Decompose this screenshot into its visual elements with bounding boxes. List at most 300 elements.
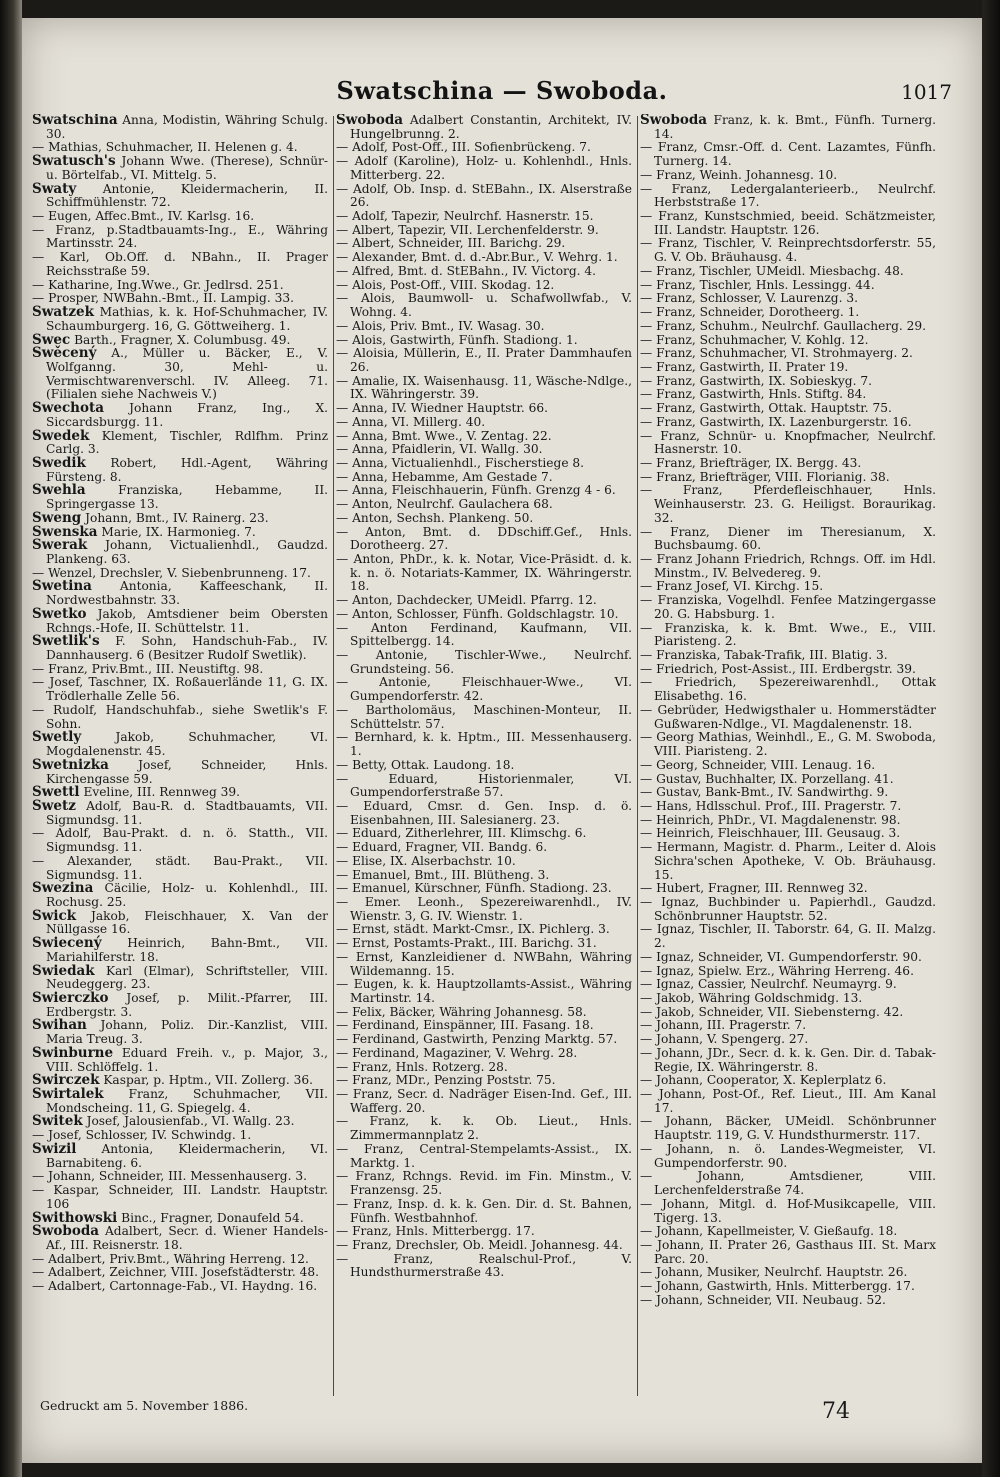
entry-text: Albert, Tapezir, VII. Lerchenfelderstr. 9. — [352, 222, 599, 237]
ditto-dash: — — [640, 167, 653, 182]
entry-text: Ernst, Postamts-Prakt., III. Barichg. 31. — [352, 936, 597, 951]
ditto-dash: — — [336, 181, 349, 196]
directory-entry — [640, 663, 936, 677]
directory-entry — [640, 786, 936, 800]
entry-text: Wenzel, Drechsler, V. Siebenbrunneng. 17. — [48, 565, 311, 580]
entry-text: Johann, n. ö. Landes-Wegmeister, VI. Gumpendorferstr. 90. — [654, 1141, 936, 1170]
entry-text: Johann, Schneider, VII. Neubaug. 52. — [656, 1292, 886, 1307]
directory-entry — [336, 292, 632, 319]
directory-entry — [336, 841, 632, 855]
ditto-dash: — — [32, 209, 45, 224]
entry-text: Franz, Hnls. Rotzerg. 28. — [352, 1059, 508, 1074]
entry-text: Johann, Victualienhdl., Gaudzd. Plankeng. 63. — [46, 538, 328, 566]
ditto-dash: — — [336, 648, 349, 663]
directory-entry — [336, 622, 632, 649]
directory-entry — [640, 1280, 936, 1294]
entry-text: Franz, Kunstschmied, beeid. Schätzmeister, III. Landstr. Hauptstr. 126. — [654, 209, 936, 237]
directory-entry — [336, 334, 632, 348]
entry-text: Elise, IX. Alserbachstr. 10. — [352, 853, 516, 868]
directory-entry — [336, 1253, 632, 1280]
ditto-dash: — — [640, 1114, 653, 1129]
ditto-dash: — — [640, 277, 653, 292]
directory-entry — [336, 484, 632, 498]
entry-text: Georg, Schneider, VIII. Lenaug. 16. — [656, 757, 876, 772]
entry-text: Jakob, Fleischhauer, X. Van der Nüllgasse 16. — [46, 908, 328, 937]
entry-text: A., Müller u. Bäcker, E., V. Wolfganng. 30, Mehl- u. Vermischtwarenverschl. IV. Alleeg. 71. (Filialen siehe Nachweis V.) — [46, 346, 328, 402]
ditto-dash: — — [32, 1169, 45, 1184]
directory-entry — [336, 1061, 632, 1075]
entry-text: Mathias, k. k. Hof-Schuhmacher, IV. Schaumburgerg. 16, G. Göttweiherg. 1. — [46, 305, 328, 333]
ditto-dash: — — [336, 702, 349, 717]
directory-entry — [32, 855, 328, 882]
directory-entry — [336, 731, 632, 758]
directory-entry — [336, 141, 632, 155]
directory-entry — [640, 1006, 936, 1020]
entry-surname: Swick — [32, 907, 77, 924]
entry-surname: Swetz — [32, 797, 76, 814]
ditto-dash: — — [640, 620, 653, 635]
entry-surname: Swenska — [32, 523, 98, 540]
entry-surname: Swedek — [32, 427, 90, 444]
directory-entry — [640, 210, 936, 237]
directory-entry — [32, 786, 328, 800]
entry-text: Franz, Gastwirth, Hnls. Stiftg. 84. — [656, 387, 867, 402]
entry-surname: Swiedak — [32, 962, 95, 979]
ditto-dash: — — [640, 305, 653, 320]
ditto-dash: — — [336, 798, 349, 813]
directory-entry — [336, 1143, 632, 1170]
ditto-dash: — — [336, 510, 349, 525]
entry-text: Franz, Central-Stempelamts-Assist., IX. Marktg. 1. — [350, 1141, 632, 1170]
entry-text: Johann, Kapellmeister, V. Gießaufg. 18. — [656, 1224, 898, 1239]
ditto-dash: — — [640, 977, 653, 992]
ditto-dash: — — [336, 154, 349, 169]
directory-entry — [336, 1006, 632, 1020]
directory-entry — [640, 334, 936, 348]
ditto-dash: — — [336, 1251, 349, 1266]
ditto-dash: — — [640, 922, 653, 937]
entry-text: Eduard, Historienmaler, VI. Gumpendorferstraße 57. — [350, 771, 632, 800]
ditto-dash: — — [32, 565, 45, 580]
entry-text: Georg Mathias, Weinhdl., E., G. M. Swoboda, VIII. Piaristeng. 2. — [654, 730, 936, 759]
ditto-dash: — — [640, 401, 653, 416]
entry-surname: Swiecený — [32, 935, 102, 952]
ditto-dash: — — [640, 140, 653, 155]
ditto-dash: — — [336, 1141, 349, 1156]
entry-text: Adalbert Constantin, Architekt, IV. Hungelbrunng. 2. — [350, 114, 632, 141]
entry-text: Ignaz, Spielw. Erz., Währing Herreng. 46. — [656, 963, 914, 978]
directory-entry — [32, 1266, 328, 1280]
entry-text: Anna, Fleischhauerin, Fünfh. Grenzg 4 - 6. — [352, 483, 616, 498]
entry-text: Antonie, Fleischhauer-Wwe., VI. Gumpendorferstr. 42. — [350, 675, 632, 704]
directory-entry — [640, 841, 936, 882]
entry-text: Bartholomäus, Maschinen-Monteur, II. Schüttelstr. 57. — [350, 702, 632, 731]
entry-text: Gustav, Bank-Bmt., IV. Sandwirthg. 9. — [656, 785, 889, 800]
ditto-dash: — — [336, 1018, 349, 1033]
directory-entry — [336, 827, 632, 841]
entry-surname: Swechota — [32, 400, 104, 417]
entry-surname: Swetlik's — [32, 633, 100, 650]
page-number: 1017 — [901, 80, 952, 104]
entry-text: Anna, Modistin, Währing Schulg. 30. — [46, 114, 328, 141]
ditto-dash: — — [640, 812, 653, 827]
entry-text: Franz, k. k. Bmt., Fünfh. Turnerg. 14. — [654, 114, 936, 141]
directory-entry — [640, 923, 936, 950]
entry-text: Adalbert, Cartonnage-Fab., VI. Haydng. 16. — [48, 1279, 318, 1294]
entry-text: Heinrich, Bahn-Bmt., VII. Mariahilferstr. 18. — [46, 936, 328, 964]
entry-text: Alois, Priv. Bmt., IV. Wasag. 30. — [352, 318, 545, 333]
directory-page — [22, 18, 982, 1463]
ditto-dash: — — [640, 1141, 653, 1156]
directory-entry — [336, 402, 632, 416]
directory-column-2 — [336, 114, 632, 1399]
entry-text: Franziska, Tabak-Trafik, III. Blatig. 3. — [656, 648, 888, 663]
entry-text: Alois, Baumwoll- u. Schafwollwfab., V. Wohng. 4. — [350, 291, 632, 320]
entry-surname: Swinburne — [32, 1044, 114, 1061]
entry-text: Franz, Gastwirth, II. Prater 19. — [656, 359, 849, 374]
ditto-dash: — — [640, 469, 653, 484]
entry-text: Antonie, Tischler-Wwe., Neulrchf. Grundsteing. 56. — [350, 648, 632, 676]
entry-text: Emanuel, Kürschner, Fünfh. Stadiong. 23. — [352, 881, 612, 896]
directory-entry — [32, 454, 328, 484]
directory-entry — [32, 907, 328, 937]
entry-text: Franz, Insp. d. k. k. Gen. Dir. d. St. Bahnen, Fünfh. Westbahnhof. — [350, 1196, 632, 1225]
entry-text: Ernst, städt. Markt-Cmsr., IX. Pichlerg. 3. — [352, 922, 610, 937]
ditto-dash: — — [640, 524, 653, 539]
entry-text: Amalie, IX. Waisenhausg. 11, Wäsche-Ndlge., IX. Währingerstr. 39. — [350, 373, 632, 402]
entry-text: Emer. Leonh., Spezereiwarenhdl., IV. Wienstr. 3, G. IV. Wienstr. 1. — [350, 894, 632, 923]
entry-text: Franz, Tischler, Hnls. Lessingg. 44. — [656, 277, 875, 292]
ditto-dash: — — [640, 181, 653, 196]
entry-text: Franz, Gastwirth, Ottak. Hauptstr. 75. — [656, 401, 892, 416]
directory-entry — [32, 347, 328, 402]
entry-text: Franz, Schuhmacher, VI. Strohmayerg. 2. — [656, 346, 913, 361]
entry-surname: Swedik — [32, 454, 86, 471]
entry-text: Friedrich, Spezereiwarenhdl., Ottak Elisabethg. 16. — [654, 675, 936, 704]
entry-text: Gebrüder, Hedwigsthaler u. Hommerstädter Gußwaren-Ndlge., VI. Magdalenenstr. 18. — [654, 702, 936, 731]
ditto-dash: — — [640, 1032, 653, 1047]
ditto-dash: — — [640, 263, 653, 278]
entry-text: Alois, Gastwirth, Fünfh. Stadiong. 1. — [352, 332, 578, 347]
entry-text: Eugen, k. k. Hauptzollamts-Assist., Währing Martinstr. 14. — [350, 977, 632, 1005]
directory-entry — [640, 416, 936, 430]
ditto-dash: — — [32, 1128, 45, 1143]
ditto-dash: — — [640, 771, 653, 786]
entry-text: Kaspar, Schneider, III. Landstr. Hauptstr. 106 — [46, 1183, 328, 1211]
directory-entry — [640, 827, 936, 841]
entry-text: Ignaz, Schneider, VI. Gumpendorferstr. 90. — [656, 949, 922, 964]
entry-text: Eduard Freih. v., p. Major, 3., VIII. Schlöffelg. 1. — [46, 1045, 328, 1074]
entry-text: Karl (Elmar), Schriftsteller, VIII. Neudeggerg. 23. — [46, 963, 328, 992]
entry-text: Hubert, Fragner, III. Rennweg 32. — [656, 881, 868, 896]
ditto-dash: — — [336, 428, 349, 443]
ditto-dash: — — [640, 552, 653, 566]
entry-text: Franz, Cmsr.-Off. d. Cent. Lazamtes, Fünfh. Turnerg. 14. — [654, 140, 936, 169]
ditto-dash: — — [640, 1045, 653, 1060]
entry-text: Gustav, Buchhalter, IX. Porzellang. 41. — [656, 771, 894, 786]
ditto-dash: — — [336, 455, 349, 470]
entry-text: Ferdinand, Magaziner, V. Wehrg. 28. — [352, 1045, 578, 1060]
ditto-dash: — — [640, 949, 653, 964]
ditto-dash: — — [640, 1073, 653, 1088]
directory-entry — [640, 1074, 936, 1088]
ditto-dash: — — [640, 661, 653, 676]
entry-text: Johann, V. Spengerg. 27. — [656, 1032, 809, 1047]
entry-text: Eduard, Cmsr. d. Gen. Insp. d. ö. Eisenbahnen, III. Salesianerg. 23. — [350, 798, 632, 827]
entry-text: Franz, Tischler, V. Reinprechtsdorferstr. 55, G. V. Ob. Bräuhausg. 4. — [654, 236, 936, 265]
directory-entry — [32, 635, 328, 662]
ditto-dash: — — [32, 853, 45, 868]
entry-surname: Swirtalek — [32, 1086, 104, 1103]
entry-text: Franziska, Hebamme, II. Springergasse 13. — [46, 483, 328, 512]
entry-text: Johann, Poliz. Dir.-Kanzlist, VIII. Maria Treug. 3. — [46, 1018, 328, 1047]
directory-entry — [640, 1088, 936, 1115]
ditto-dash: — — [640, 840, 653, 855]
ditto-dash: — — [640, 1237, 653, 1252]
directory-entry — [32, 992, 328, 1019]
ditto-dash: — — [640, 648, 653, 663]
ditto-dash: — — [336, 1196, 349, 1211]
ditto-dash: — — [640, 785, 653, 800]
directory-entry — [32, 114, 328, 141]
entry-text: Hans, Hdlsschul. Prof., III. Pragerstr. 7. — [656, 798, 902, 813]
entry-text: Cäcilie, Holz- u. Kohlenhdl., III. Rochusg. 25. — [46, 881, 328, 909]
ditto-dash: — — [32, 661, 45, 676]
entry-text: Anna, Hebamme, Am Gestade 7. — [352, 469, 553, 484]
ditto-dash: — — [336, 1073, 349, 1088]
entry-text: Franz, Secr. d. Nadräger Eisen-Ind. Gef., III. Wafferg. 20. — [350, 1087, 632, 1115]
ditto-dash: — — [640, 455, 653, 470]
entry-text: Franz Josef, VI. Kirchg. 15. — [656, 579, 824, 594]
ditto-dash: — — [336, 497, 349, 512]
entry-text: Eduard, Zitherlehrer, III. Klimschg. 6. — [352, 826, 587, 841]
directory-entry — [336, 416, 632, 430]
entry-text: Anton, Bmt. d. DDschiff.Gef., Hnls. Dorotheerg. 27. — [350, 524, 632, 553]
ditto-dash: — — [336, 922, 349, 937]
entry-text: Alfred, Bmt. d. StEBahn., IV. Victorg. 4. — [352, 263, 597, 278]
directory-entry — [336, 759, 632, 773]
ditto-dash: — — [640, 1224, 653, 1239]
directory-entry — [336, 882, 632, 896]
ditto-dash: — — [32, 250, 45, 265]
directory-entry — [336, 1115, 632, 1142]
directory-entry — [640, 388, 936, 402]
directory-entry — [640, 1019, 936, 1033]
entry-text: Franz, Schnür- u. Knopfmacher, Neulrchf. Hasnerstr. 10. — [654, 428, 936, 457]
directory-entry — [336, 896, 632, 923]
entry-text: Heinrich, PhDr., VI. Magdalenenstr. 98. — [656, 812, 901, 827]
entry-text: Anton, PhDr., k. k. Notar, Vice-Präsidt. d. k. k. n. ö. Notariats-Kammer, IX. Währingerstr. 18. — [350, 552, 632, 594]
ditto-dash: — — [336, 1237, 349, 1252]
entry-text: Johann, Musiker, Neulrchf. Hauptstr. 26. — [656, 1265, 908, 1280]
entry-text: Karl, Ob.Off. d. NBahn., II. Prager Reichsstraße 59. — [46, 250, 328, 278]
entry-surname: Swetnizka — [32, 756, 109, 773]
entry-text: Johann Franz, Ing., X. Siccardsburgg. 11. — [46, 401, 328, 429]
entry-text: Franz, Briefträger, VIII. Florianig. 38. — [656, 469, 890, 484]
entry-surname: Swetko — [32, 605, 87, 622]
entry-surname: Swirczek — [32, 1072, 100, 1089]
directory-entry — [640, 1266, 936, 1280]
ditto-dash: — — [336, 442, 349, 457]
directory-entry — [640, 169, 936, 183]
directory-entry — [336, 704, 632, 731]
directory-entry — [640, 951, 936, 965]
entry-surname: Swěcený — [32, 345, 97, 362]
entry-text: Franz, Ledergalanterieerb., Neulrchf. Herbststraße 17. — [654, 181, 936, 210]
ditto-dash: — — [32, 702, 45, 717]
directory-entry — [640, 731, 936, 758]
entry-text: Ignaz, Buchbinder u. Papierhdl., Gaudzd. Schönbrunner Hauptstr. 52. — [654, 894, 936, 923]
entry-surname: Switek — [32, 1113, 83, 1130]
page-header — [52, 76, 952, 110]
directory-entry — [336, 649, 632, 676]
directory-entry — [640, 1170, 936, 1197]
directory-entry — [336, 1074, 632, 1088]
ditto-dash: — — [32, 222, 45, 237]
directory-column-1 — [32, 114, 328, 1399]
ditto-dash: — — [336, 552, 349, 566]
ditto-dash: — — [640, 730, 653, 745]
entry-text: Anton, Dachdecker, UMeidl. Pfarrg. 12. — [352, 593, 597, 608]
directory-entry — [640, 978, 936, 992]
directory-entry — [640, 1198, 936, 1225]
entry-text: Johann, Mitgl. d. Hof-Musikcapelle, VIII. Tigerg. 13. — [654, 1196, 936, 1225]
entry-text: Felix, Bäcker, Währing Johannesg. 58. — [352, 1004, 587, 1019]
ditto-dash: — — [32, 826, 45, 841]
directory-entry — [336, 937, 632, 951]
directory-entry — [640, 965, 936, 979]
directory-entry — [336, 855, 632, 869]
ditto-dash: — — [640, 209, 653, 224]
directory-entry — [336, 471, 632, 485]
entry-surname: Swizil — [32, 1140, 77, 1157]
entry-text: Anna, Victualienhdl., Fischerstiege 8. — [352, 455, 585, 470]
directory-entry — [336, 526, 632, 553]
entry-text: Johann, JDr., Secr. d. k. k. Gen. Dir. d. Tabak-Regie, IX. Währingerstr. 8. — [654, 1045, 936, 1074]
ditto-dash: — — [336, 1114, 349, 1129]
entry-text: Alois, Post-Off., VIII. Skodag. 12. — [352, 277, 555, 292]
directory-entry — [32, 224, 328, 251]
entry-text: Binc., Fragner, Donaufeld 54. — [121, 1210, 304, 1225]
directory-entry — [640, 622, 936, 649]
entry-text: Aloisia, Müllerin, E., II. Prater Dammhaufen 26. — [350, 346, 632, 374]
ditto-dash: — — [640, 1196, 653, 1211]
directory-entry — [32, 731, 328, 758]
ditto-dash: — — [32, 1279, 45, 1294]
directory-entry — [336, 951, 632, 978]
entry-text: Ferdinand, Gastwirth, Penzing Marktg. 57. — [352, 1032, 618, 1047]
directory-entry — [640, 265, 936, 279]
directory-entry — [640, 114, 936, 141]
entry-text: Alexander, Bmt. d. d.-Abr.Bur., V. Wehrg. 1. — [352, 250, 618, 265]
entry-text: Josef, Schlosser, IV. Schwindg. 1. — [48, 1128, 252, 1143]
entry-surname: Swetly — [32, 729, 82, 746]
ditto-dash: — — [640, 483, 653, 498]
directory-entry — [336, 1047, 632, 1061]
entry-text: Jakob, Währing Goldschmidg. 13. — [656, 991, 863, 1005]
directory-entry — [32, 580, 328, 607]
entry-text: Adolf, Ob. Insp. d. StEBahn., IX. Alserstraße 26. — [350, 181, 632, 210]
directory-entry — [336, 155, 632, 182]
entry-text: Franz, Diener im Theresianum, X. Buchsbaumg. 60. — [654, 524, 936, 553]
ditto-dash: — — [336, 675, 349, 690]
entry-text: Antonia, Kaffeeschank, II. Nordwestbahnstr. 33. — [46, 579, 328, 608]
ditto-dash: — — [336, 401, 349, 416]
ditto-dash: — — [336, 236, 349, 251]
ditto-dash: — — [640, 826, 653, 841]
directory-entry — [640, 773, 936, 787]
directory-entry — [640, 676, 936, 703]
ditto-dash: — — [336, 332, 349, 347]
entry-text: Eugen, Affec.Bmt., IV. Karlsg. 16. — [48, 209, 255, 224]
entry-text: Franz, k. k. Ob. Lieut., Hnls. Zimmermannplatz 2. — [350, 1114, 632, 1143]
ditto-dash: — — [640, 881, 653, 896]
directory-entry — [336, 443, 632, 457]
entry-text: Adolf, Tapezir, Neulrchf. Hasnerstr. 15. — [352, 209, 594, 224]
ditto-dash: — — [32, 1265, 45, 1280]
entry-text: Anton, Neulrchf. Gaulachera 68. — [352, 497, 553, 512]
ditto-dash: — — [336, 853, 349, 868]
directory-entry — [32, 605, 328, 635]
directory-entry — [640, 704, 936, 731]
directory-entry — [32, 1184, 328, 1211]
directory-entry — [32, 937, 328, 964]
entry-text: Kaspar, p. Hptm., VII. Zollerg. 36. — [103, 1073, 314, 1088]
directory-entry — [32, 827, 328, 854]
entry-text: Franz, Gastwirth, IX. Sobieskyg. 7. — [656, 373, 872, 388]
entry-text: Antonie, Kleidermacherin, II. Schiffmühlenstr. 72. — [46, 181, 328, 210]
directory-entry — [640, 992, 936, 1006]
ditto-dash: — — [336, 291, 349, 306]
directory-entry — [32, 1170, 328, 1184]
entry-text: Alexander, städt. Bau-Prakt., VII. Sigmundsg. 11. — [46, 853, 328, 882]
directory-entry — [32, 962, 328, 992]
directory-entry — [32, 797, 328, 827]
directory-entry — [336, 498, 632, 512]
ditto-dash: — — [336, 209, 349, 224]
ditto-dash: — — [640, 1265, 653, 1280]
directory-entry — [32, 1140, 328, 1170]
entry-surname: Swerak — [32, 537, 88, 554]
entry-text: Jakob, Amtsdiener beim Obersten Rchngs.-Hofe, II. Schüttelstr. 11. — [46, 606, 328, 635]
entry-text: Anton Ferdinand, Kaufmann, VII. Spittelbergg. 14. — [350, 620, 632, 649]
entry-text: Ernst, Kanzleidiener d. NWBahn, Währing Wildemanng. 15. — [350, 949, 632, 978]
directory-entry — [32, 539, 328, 566]
ditto-dash: — — [640, 1169, 653, 1184]
entry-text: Franz Johann Friedrich, Rchngs. Off. im Hdl. Minstm., IV. Belvedereg. 9. — [654, 552, 936, 580]
directory-entry — [336, 347, 632, 374]
directory-entry — [640, 237, 936, 264]
page-right-edge — [982, 0, 1000, 1477]
page-left-edge — [0, 0, 22, 1477]
directory-entry — [640, 375, 936, 389]
entry-text: Bernhard, k. k. Hptm., III. Messenhauserg. 1. — [350, 730, 632, 759]
directory-entry — [640, 1225, 936, 1239]
ditto-dash: — — [336, 593, 349, 608]
directory-entry — [32, 484, 328, 511]
entry-text: Betty, Ottak. Laudong. 18. — [352, 757, 515, 772]
directory-entry — [640, 800, 936, 814]
ditto-dash: — — [336, 936, 349, 951]
directory-entry — [32, 180, 328, 210]
entry-text: Johann, Bmt., IV. Rainerg. 23. — [85, 510, 269, 525]
directory-entry — [336, 676, 632, 703]
ditto-dash: — — [640, 963, 653, 978]
entry-text: Franziska, Vogelhdl. Fenfee Matzingergasse 20. G. Habsburg. 1. — [654, 593, 936, 621]
directory-column-3 — [640, 114, 936, 1399]
ditto-dash: — — [336, 250, 349, 265]
entry-surname: Swihan — [32, 1017, 87, 1034]
